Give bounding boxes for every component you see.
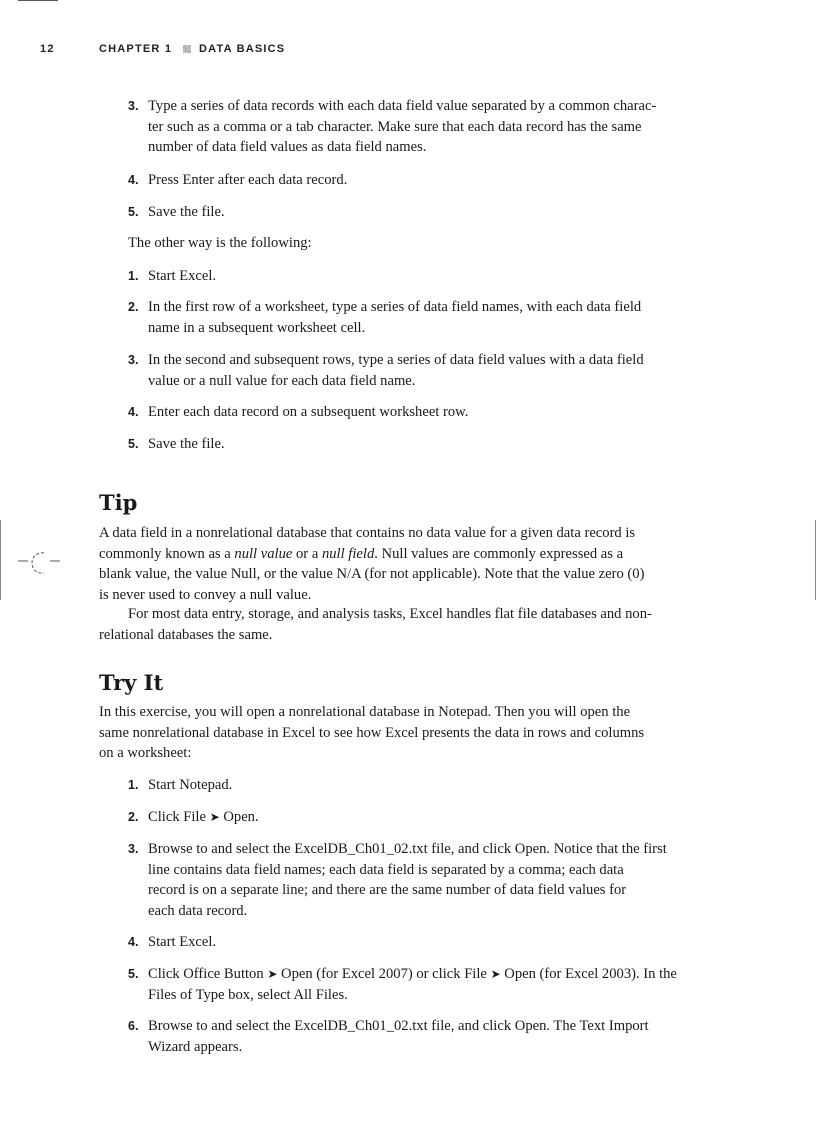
list-number: 1. [128,269,139,283]
text-line: Start Excel. [148,268,217,284]
text-line: Wizard appears. [148,1038,243,1055]
text-line: each data record. [148,902,248,919]
try-it-heading: Try It [99,670,164,695]
text-line: Save the file. [148,204,225,220]
text-line: In the first row of a worksheet, type a series of data field names, with each data field [148,299,642,315]
list-text [148,1016,649,1057]
text-line: Enter each data record on a subsequent worksheet row. [148,404,469,420]
text-line: value or a null value for each data field name. [148,372,416,389]
text-line: ter such as a comma or a tab character. Make sure that each data record has the same [148,118,642,135]
list-text [148,964,677,1005]
list-text [148,202,225,223]
text-line: In the second and subsequent rows, type a series of data field values with a data field [148,352,644,368]
section-title: DATA BASICS [199,43,286,55]
list-number: 3. [128,353,139,367]
text-line: In this exercise, you will open a nonrelational database in Notepad. Then you will open the [99,704,631,720]
crop-mark-top [18,0,58,1]
text-line: on a worksheet: [99,745,192,761]
text-line: number of data field values as data field names. [148,139,427,155]
text-line [99,544,644,565]
list-number: 5. [128,205,139,219]
list-number: 3. [128,842,139,856]
text-line [148,807,259,828]
list-number: 5. [128,967,139,981]
text-run: Open (for Excel 2003). In the [504,966,677,982]
menu-arrow-icon: ➤ [267,967,278,981]
list-number: 4. [128,173,139,187]
text-line: A data field in a nonrelational database that contains no data value for a given data record is [99,525,636,541]
text-line: same nonrelational database in Excel to see how Excel presents the data in rows and columns [99,724,645,741]
text-line: line contains data field names; each data field is separated by a comma; each data [148,861,624,878]
tip-heading: Tip [99,490,138,515]
text-line: Save the file. [148,436,225,452]
list-text [148,839,667,921]
list-text [148,170,347,191]
emphasis-null-field: null field [321,545,375,562]
text-line: Browse to and select the ExcelDB_Ch01_02.txt file, and click Open. The Text Import [148,1018,649,1034]
list-number: 2. [128,810,139,824]
list-text [148,297,641,338]
list-text [148,775,232,796]
text-run: Open (for Excel 2007) or click File [281,966,487,982]
list-text [148,350,644,391]
list-number: 1. [128,778,139,792]
tip-paragraph [99,523,644,605]
text-run: Open. [223,809,259,825]
text-run: Click Office Button [148,966,264,982]
list-number: 3. [128,99,139,113]
registration-line-left [0,520,1,600]
other-way-paragraph: The other way is the following: [128,235,312,251]
text-run: or a [292,545,322,562]
text-line: Type a series of data records with each data field value separated by a common charac- [148,98,657,114]
text-line: relational databases the same. [99,626,273,643]
try-it-intro [99,702,644,764]
text-line: name in a subsequent worksheet cell. [148,319,366,336]
list-number: 6. [128,1019,139,1033]
text-line: Start Excel. [148,934,217,950]
text-run: Click File [148,809,206,825]
text-line: Files of Type box, select All Files. [148,986,348,1003]
text-line: record is on a separate line; and there are the same number of data field values for [148,882,627,898]
list-number: 4. [128,405,139,419]
text-line: Browse to and select the ExcelDB_Ch01_02.txt file, and click Open. Notice that the first [148,841,667,857]
chapter-label: CHAPTER 1 [99,43,173,55]
text-line: Start Notepad. [148,777,233,793]
text-line [148,964,677,985]
list-text [148,932,216,953]
text-line: For most data entry, storage, and analysis tasks, Excel handles flat file databases and non- [128,606,652,622]
text-line: is never used to convey a null value. [99,586,312,603]
list-number: 5. [128,437,139,451]
separator-square-icon [183,45,191,53]
emphasis-null-value: null value [234,545,293,562]
page-number: 12 [40,43,55,55]
registration-mark-icon [18,549,62,577]
list-number: 2. [128,300,139,314]
list-text [148,266,216,287]
tip-paragraph-2 [99,604,652,645]
list-text [148,434,225,455]
menu-arrow-icon: ➤ [490,967,501,981]
list-number: 4. [128,935,139,949]
text-line: Press Enter after each data record. [148,172,348,188]
menu-arrow-icon: ➤ [209,810,220,824]
list-text [148,96,656,158]
list-text [148,402,468,423]
text-run: commonly known as a [99,545,235,562]
list-text [148,807,259,828]
text-run: . Null values are commonly expressed as a [374,545,624,562]
text-line: blank value, the value Null, or the value N/A (for not applicable). Note that the value zero (0) [99,566,645,582]
